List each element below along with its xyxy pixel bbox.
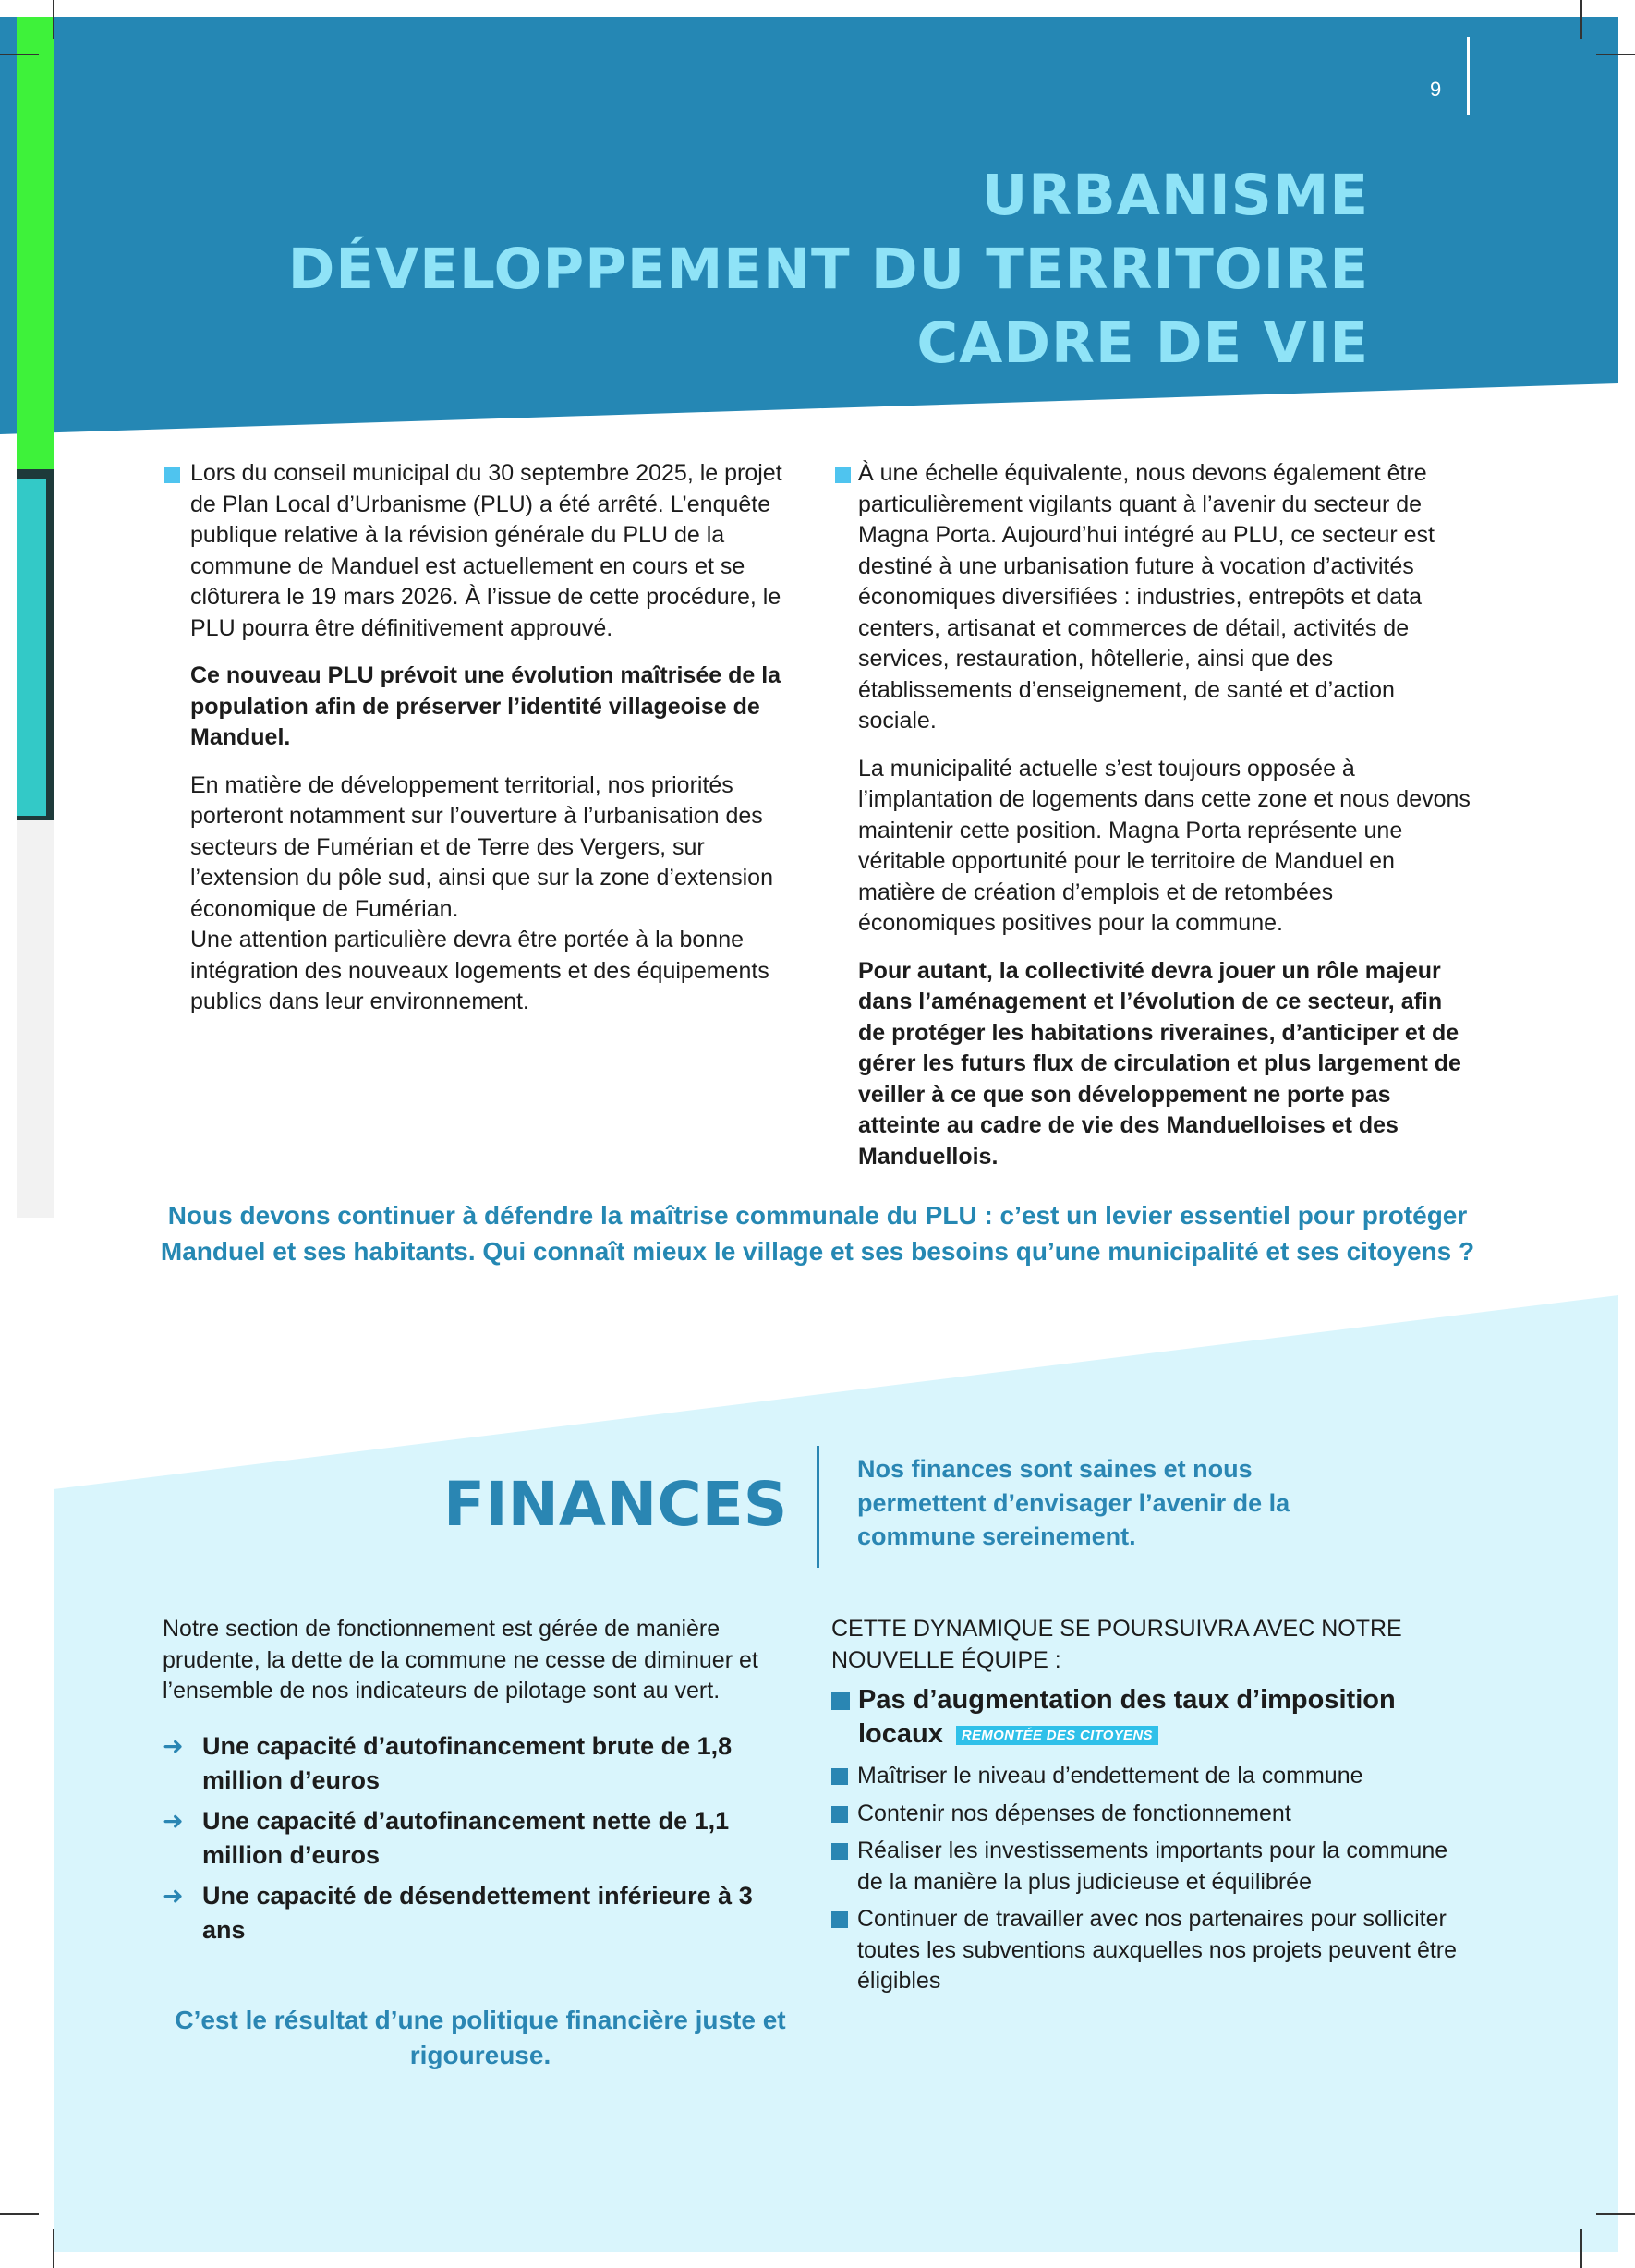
urbanisme-right-p3: Pour autant, la collectivité devra jouer un rôle majeur dans l’aménagement et l’évolution de ce secteur, afin de protéger les habitations riveraines, d’anticiper et de gérer les futurs flux de circulation et plus largement de veiller à ce que son développement ne porte pas atteinte au cadre de vie des Manduelloises et des Manduellois.	[858, 957, 1461, 1170]
commitment-text: Contenir nos dépenses de fonctionnement	[857, 1800, 1291, 1826]
crop-mark-tl-v	[53, 0, 54, 39]
commitment-text: Continuer de travailler avec nos partenaires pour solliciter toutes les subventions auxquelles nos projets peuvent être éligibles	[857, 1906, 1458, 1994]
bullet-square-icon	[831, 1692, 850, 1710]
crop-mark-bl-v	[53, 2229, 54, 2268]
bullet-square-icon	[835, 467, 851, 483]
side-photo-strip	[17, 17, 54, 1218]
finances-left-column	[163, 1614, 800, 1954]
bullet-square-icon	[831, 1911, 848, 1928]
commitment-item	[831, 1799, 1459, 1830]
page-number: 9	[1430, 78, 1442, 101]
urbanisme-left-p4: Une attention particulière devra être portée à la bonne intégration des nouveaux logements et des équipements publics dans leur environnement.	[190, 927, 769, 1014]
crop-mark-tr-v	[1580, 0, 1582, 39]
urbanisme-right-column	[858, 458, 1472, 1172]
section-title-line-3: CADRE DE VIE	[916, 310, 1369, 376]
header-band-shape	[0, 17, 1618, 434]
section-title-line-1: URBANISME	[981, 163, 1369, 228]
bullet-square-icon	[831, 1806, 848, 1823]
urbanisme-left-p1: Lors du conseil municipal du 30 septembre 2025, le projet de Plan Local d’Urbanisme (PLU) a été arrêté. L’enquête publique relative à la révision générale du PLU de la commune de Manduel est actuellement en cours et se clôturera le 19 mars 2026. À l’issue de cette procédure, le PLU pourra être définitivement approuvé.	[190, 460, 782, 641]
crop-mark-tr-h	[1596, 54, 1635, 55]
commitment-item	[831, 1904, 1459, 1997]
crop-mark-tl-h	[0, 54, 39, 55]
finances-conclusion: C’est le résultat d’une politique financière juste et rigoureuse.	[175, 2006, 786, 2069]
finances-tagline: Nos finances sont saines et nous permettent d’envisager l’avenir de la commune sereinement.	[857, 1455, 1290, 1550]
finances-title-rule	[817, 1446, 819, 1568]
page-number-rule	[1467, 37, 1470, 115]
arrow-right-icon: ➜	[163, 1731, 184, 1760]
section-title-line-2: DÉVELOPPEMENT DU TERRITOIRE	[287, 237, 1369, 302]
finances-intro: Notre section de fonctionnement est gérée de manière prudente, la dette de la commune ne cesse de diminuer et l’ensemble de nos indicateurs de pilotage sont au vert.	[163, 1616, 758, 1704]
commitments-heading: CETTE DYNAMIQUE SE POURSUIVRA AVEC NOTRE NOUVELLE ÉQUIPE :	[831, 1616, 1402, 1673]
arrow-right-icon: ➜	[163, 1806, 184, 1835]
side-strip-teal	[17, 479, 46, 816]
finances-title: FINANCES	[443, 1469, 788, 1540]
urbanisme-left-p2: Ce nouveau PLU prévoit une évolution maîtrisée de la population afin de préserver l’identité villageoise de Manduel.	[190, 662, 781, 750]
crop-mark-bl-h	[0, 2213, 39, 2215]
crop-mark-br-h	[1596, 2213, 1635, 2215]
urbanisme-left-p3: En matière de développement territorial, nos priorités porteront notamment sur l’ouverture à l’urbanisation des secteurs de Fumérian et de Terre des Vergers, sur l’extension du pôle sud, ainsi que sur la zone d’extension économique de Fumérian.	[190, 771, 773, 922]
side-strip-photo	[17, 820, 54, 1218]
arrow-right-icon: ➜	[163, 1881, 184, 1910]
indicator-text: Une capacité de désendettement inférieure à 3 ans	[202, 1881, 753, 1944]
crop-mark-br-v	[1580, 2229, 1582, 2268]
citizen-feedback-badge: REMONTÉE DES CITOYENS	[956, 1726, 1158, 1745]
bullet-square-icon	[831, 1843, 848, 1860]
indicator-item	[163, 1804, 800, 1873]
indicator-text: Une capacité d’autofinancement brute de 1,8 million d’euros	[202, 1731, 733, 1794]
commitment-item	[831, 1761, 1459, 1792]
commitment-highlight	[831, 1683, 1459, 1752]
urbanisme-right-p1: À une échelle équivalente, nous devons également être particulièrement vigilants quant à l’avenir du secteur de Magna Porta. Aujourd’hui intégré au PLU, ce secteur est destiné à une urbanisation future à vocation d’activités économiques diversifiées : industries, entrepôts et data centers, artisanat et commerces de détail, activités de services, restauration, hôtellerie, ainsi que des établissements d’enseignement, de santé et d’action sociale.	[858, 460, 1435, 734]
commitment-item	[831, 1836, 1459, 1898]
commitment-text: Réaliser les investissements importants pour la commune de la manière la plus judicieuse et équilibrée	[857, 1837, 1448, 1895]
commitment-highlight-text: Pas d’augmentation des taux d’imposition locaux	[858, 1685, 1396, 1749]
finances-right-column	[831, 1614, 1459, 2004]
bullet-square-icon	[164, 467, 180, 483]
indicator-text: Une capacité d’autofinancement nette de 1,1 million d’euros	[202, 1806, 730, 1869]
bullet-square-icon	[831, 1768, 848, 1785]
commitment-text: Maîtriser le niveau d’endettement de la commune	[857, 1763, 1363, 1789]
header-band	[0, 0, 1635, 443]
urbanisme-left-column	[190, 458, 791, 1018]
urbanisme-right-p2: La municipalité actuelle s’est toujours opposée à l’implantation de logements dans cette zone et nous devons maintenir cette position. Magna Porta représente une véritable opportunité pour le territoire de Manduel en matière de création d’emplois et de retombées économiques positives pour la commune.	[858, 755, 1471, 936]
plu-quote: Nous devons continuer à défendre la maîtrise communale du PLU : c’est un levier essentiel pour protéger Manduel et ses habitants. Qui connaît mieux le village et ses besoins qu’une municipalité et ses citoyens ?	[160, 1201, 1475, 1266]
indicator-item	[163, 1879, 800, 1947]
indicator-item	[163, 1729, 800, 1798]
